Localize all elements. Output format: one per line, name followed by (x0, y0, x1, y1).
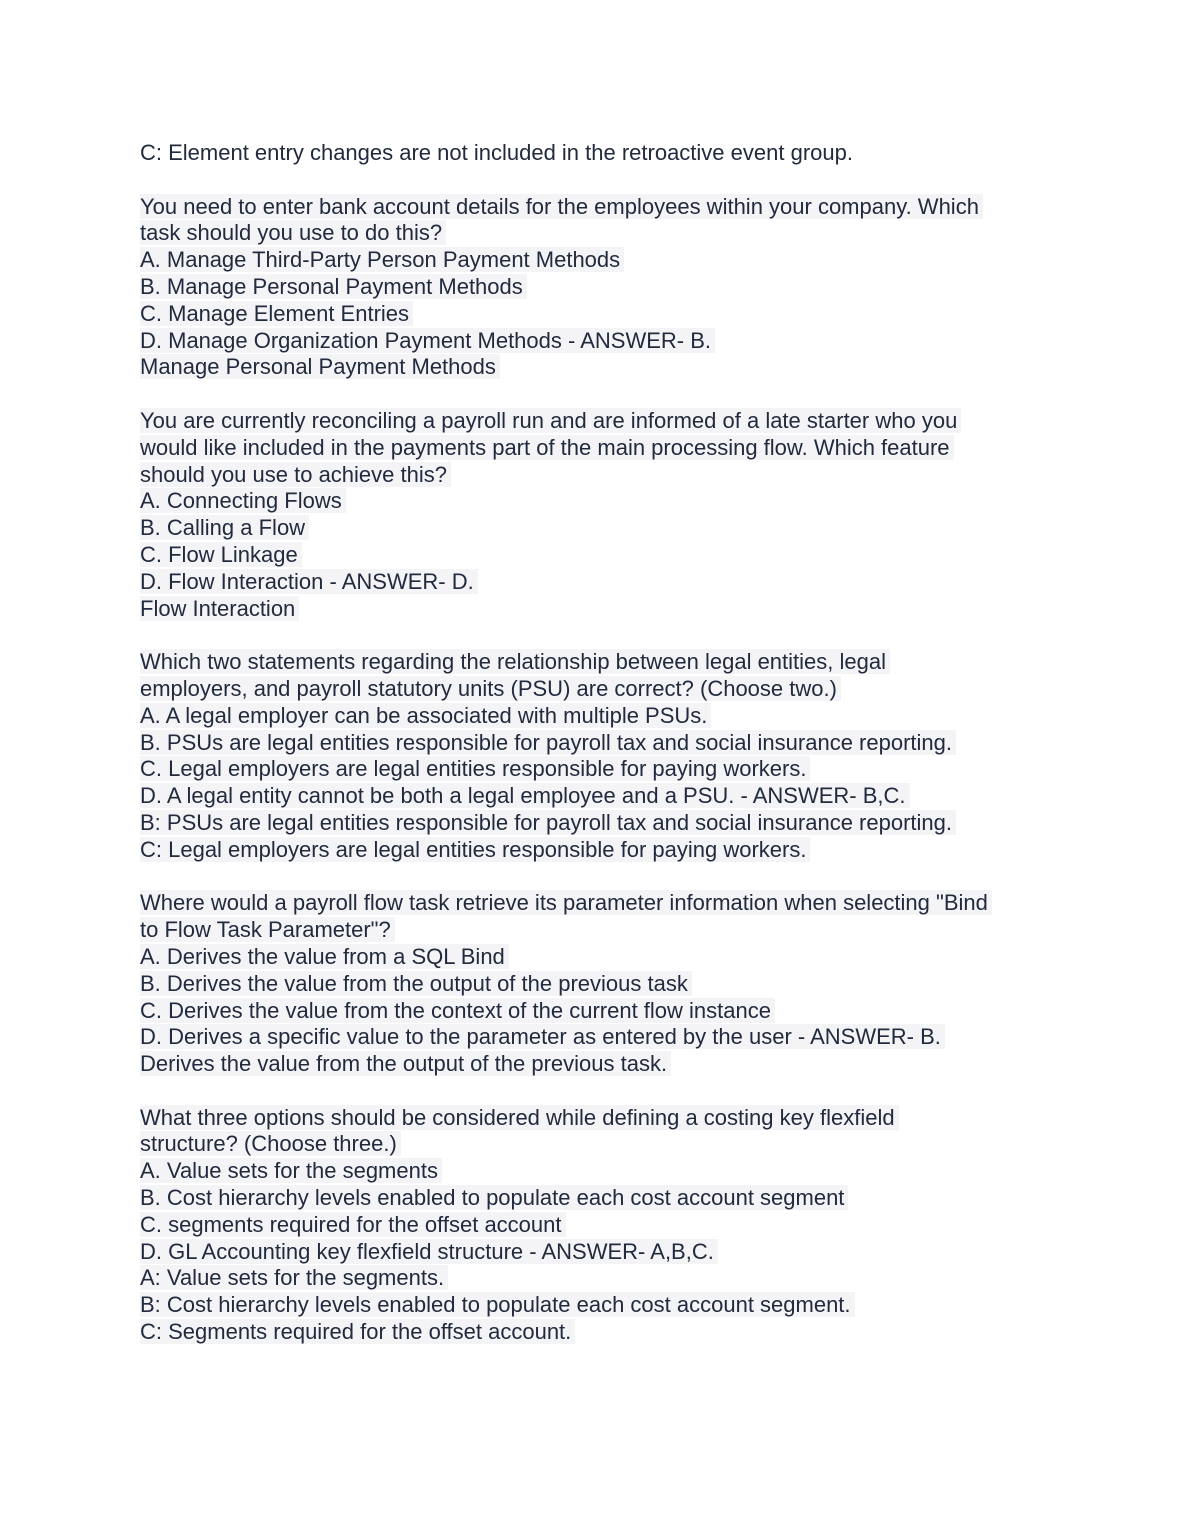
paragraph-gap (140, 622, 1060, 649)
question-text-line: task should you use to do this? (140, 220, 1060, 247)
option-line: A. Value sets for the segments (140, 1158, 1060, 1185)
option-answer-line: D. A legal entity cannot be both a legal employee and a PSU. - ANSWER- B,C. (140, 783, 1060, 810)
answer-explanation-line: A: Value sets for the segments. (140, 1265, 1060, 1292)
question-text-line: to Flow Task Parameter"? (140, 917, 1060, 944)
question-block-2 (140, 408, 1060, 622)
option-answer-line: D. Flow Interaction - ANSWER- D. (140, 569, 1060, 596)
intro-line: C: Element entry changes are not included in the retroactive event group. (140, 140, 853, 165)
paragraph-gap (140, 381, 1060, 408)
question-text-line: Where would a payroll flow task retrieve its parameter information when selecting "Bind (140, 890, 1060, 917)
option-line: A. A legal employer can be associated with multiple PSUs. (140, 703, 1060, 730)
document-page (140, 140, 1060, 1346)
option-answer-line: D. Manage Organization Payment Methods - ANSWER- B. (140, 328, 1060, 355)
option-line: B. PSUs are legal entities responsible for payroll tax and social insurance reporting. (140, 730, 1060, 757)
answer-explanation-line: C: Segments required for the offset account. (140, 1319, 1060, 1346)
option-line: C. Manage Element Entries (140, 301, 1060, 328)
option-line: B. Cost hierarchy levels enabled to populate each cost account segment (140, 1185, 1060, 1212)
option-line: C. Legal employers are legal entities responsible for paying workers. (140, 756, 1060, 783)
question-block-5 (140, 1105, 1060, 1346)
answer-explanation-line: B: PSUs are legal entities responsible for payroll tax and social insurance reporting. (140, 810, 1060, 837)
question-block-4 (140, 890, 1060, 1078)
question-text-line: would like included in the payments part of the main processing flow. Which feature (140, 435, 1060, 462)
answer-explanation-line: B: Cost hierarchy levels enabled to populate each cost account segment. (140, 1292, 1060, 1319)
option-line: B. Calling a Flow (140, 515, 1060, 542)
question-block-3 (140, 649, 1060, 863)
option-line: A. Connecting Flows (140, 488, 1060, 515)
question-text-line: structure? (Choose three.) (140, 1131, 1060, 1158)
question-text-line: employers, and payroll statutory units (PSU) are correct? (Choose two.) (140, 676, 1060, 703)
question-text-line: You need to enter bank account details for the employees within your company. Which (140, 194, 1060, 221)
option-answer-line: D. Derives a specific value to the parameter as entered by the user - ANSWER- B. (140, 1024, 1060, 1051)
question-text-line: Which two statements regarding the relationship between legal entities, legal (140, 649, 1060, 676)
option-line: A. Manage Third-Party Person Payment Methods (140, 247, 1060, 274)
question-text-line: You are currently reconciling a payroll run and are informed of a late starter who you (140, 408, 1060, 435)
option-answer-line: D. GL Accounting key flexfield structure - ANSWER- A,B,C. (140, 1239, 1060, 1266)
answer-explanation-line: Derives the value from the output of the previous task. (140, 1051, 1060, 1078)
question-block-1 (140, 194, 1060, 382)
option-line: A. Derives the value from a SQL Bind (140, 944, 1060, 971)
answer-explanation-line: C: Legal employers are legal entities responsible for paying workers. (140, 837, 1060, 864)
option-line: C. Flow Linkage (140, 542, 1060, 569)
answer-explanation-line: Manage Personal Payment Methods (140, 354, 1060, 381)
option-line: B. Manage Personal Payment Methods (140, 274, 1060, 301)
paragraph-gap (140, 1078, 1060, 1105)
option-line: C. Derives the value from the context of the current flow instance (140, 998, 1060, 1025)
paragraph-gap (140, 864, 1060, 891)
question-text-line: What three options should be considered while defining a costing key flexfield (140, 1105, 1060, 1132)
option-line: B. Derives the value from the output of the previous task (140, 971, 1060, 998)
paragraph-gap (140, 167, 1060, 194)
answer-explanation-line: Flow Interaction (140, 596, 1060, 623)
question-text-line: should you use to achieve this? (140, 462, 1060, 489)
option-line: C. segments required for the offset account (140, 1212, 1060, 1239)
